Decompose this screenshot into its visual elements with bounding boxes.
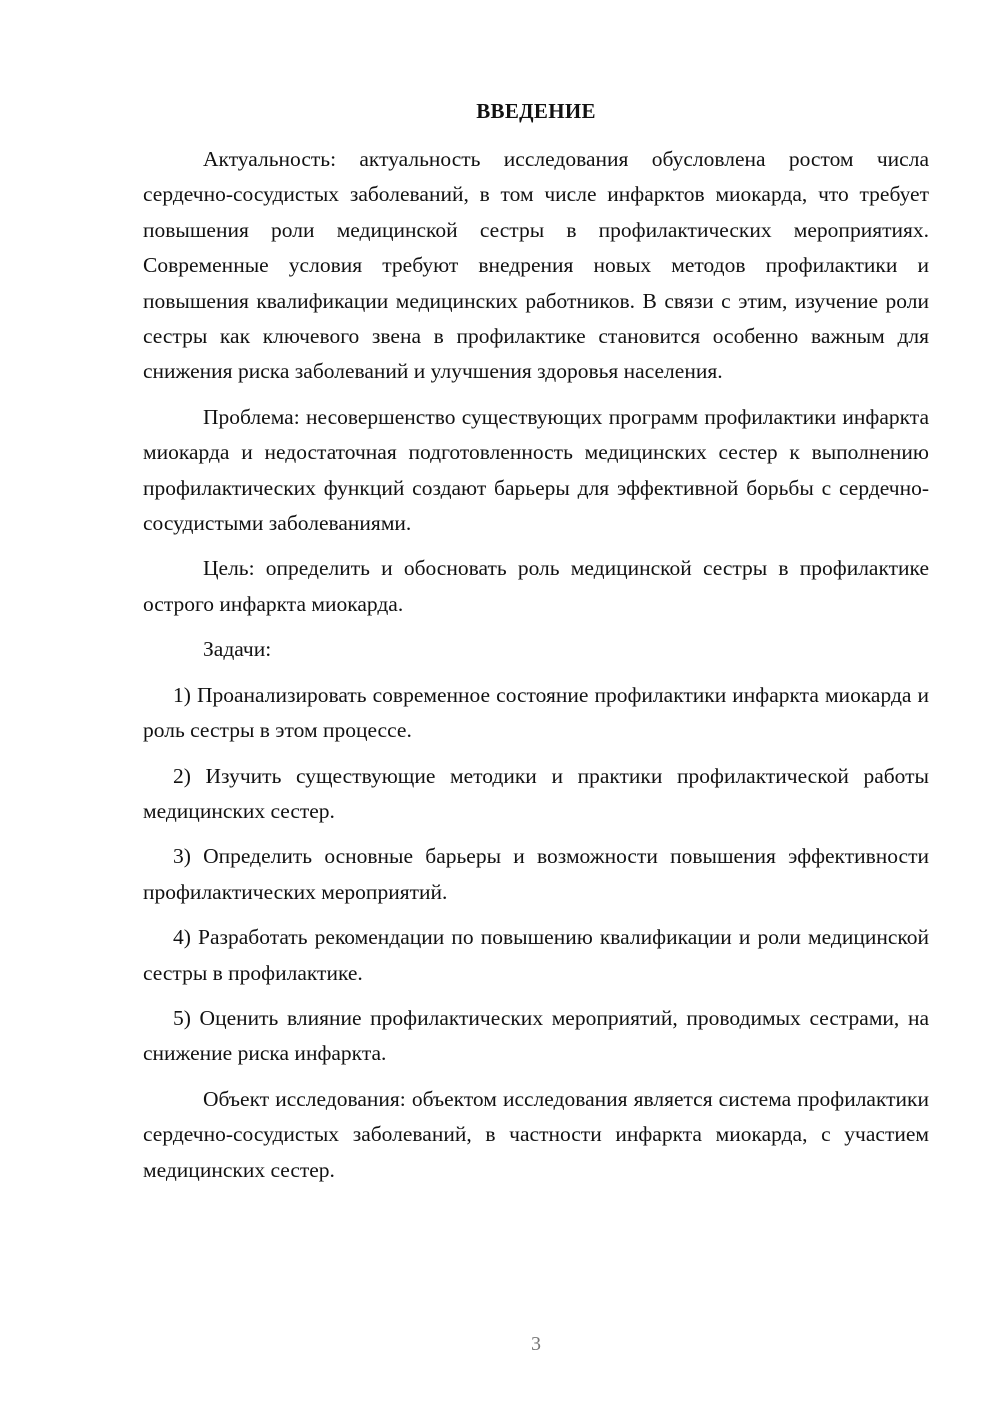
task-item-5: 5) Оценить влияние профилактических мероприятий, проводимых сестрами, на снижение риска инфаркта. xyxy=(143,1005,929,1066)
paragraph-tasks-heading: Задачи: xyxy=(203,637,272,662)
task-item-4: 4) Разработать рекомендации по повышению квалификации и роли медицинской сестры в профилактике. xyxy=(143,925,929,985)
task-item-1: 1) Проанализировать современное состояние профилактики инфаркта миокарда и роль сестры в этом процессе. xyxy=(143,682,929,743)
paragraph-problem: Проблема: несовершенство существующих программ профилактики инфаркта миокарда и недостаточная подготовленность медицинских сестер к выполнению профилактических функций создают барьеры для эффективной борьбы с сердечно-сосудистыми заболеваниями. xyxy=(143,404,929,536)
paragraph-goal: Цель: определить и обосновать роль медицинской сестры в профилактике острого инфаркта миокарда. xyxy=(143,556,929,616)
task-item-3: 3) Определить основные барьеры и возможности повышения эффективности профилактических мероприятий. xyxy=(143,844,929,904)
section-title: ВВЕДЕНИЕ xyxy=(476,99,596,123)
paragraph-object: Объект исследования: объектом исследования является система профилактики сердечно-сосудистых заболеваний, в частности инфаркта миокарда, с участием медицинских сестер. xyxy=(143,1086,929,1182)
paragraph-relevance: Актуальность: актуальность исследования обусловлена ростом числа сердечно-сосудистых заболеваний, в том числе инфарктов миокарда, что требует повышения роли медицинской сестры в профилактических мероприятиях. Современные условия требуют внедрения новых методов профилактики и повышения квалификации медицинских работников. В связи с этим, изучение роли сестры как ключевого звена в профилактике становится особенно важным для снижения риска заболеваний и улучшения здоровья населения. xyxy=(143,147,929,384)
page-number: 3 xyxy=(531,1333,541,1355)
document-body xyxy=(143,142,929,1198)
task-item-2: 2) Изучить существующие методики и практики профилактической работы медицинских сестер. xyxy=(143,763,929,823)
